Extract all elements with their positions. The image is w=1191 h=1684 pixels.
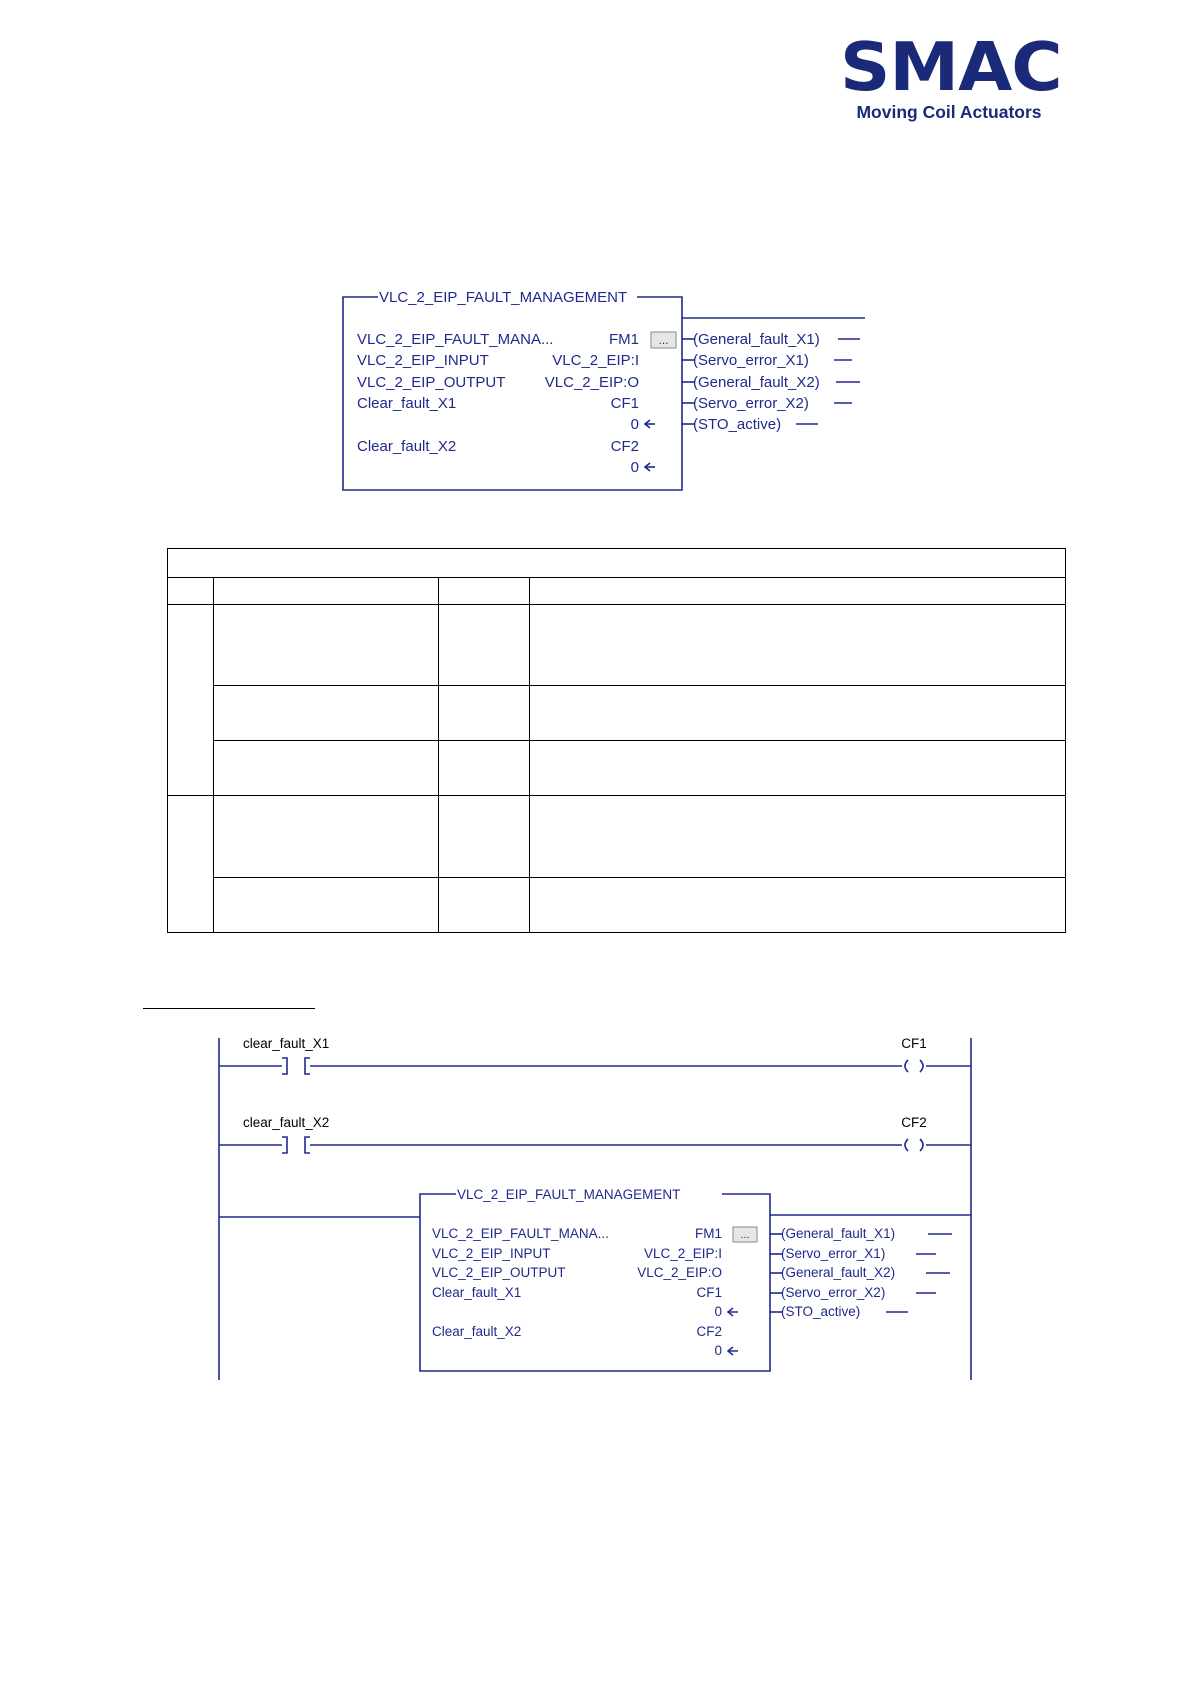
table-cell [214,741,439,796]
arrow-left-icon [645,463,655,471]
contact-label: clear_fault_X2 [243,1115,330,1130]
fb-param-subvalue: 0 [714,1343,722,1358]
fb-param-value: CF2 [696,1324,722,1339]
coil-label: CF2 [901,1115,927,1130]
fb-browse-button[interactable] [733,1227,757,1242]
browse-ellipsis: ... [658,333,669,347]
logo-word: SMAC [840,28,1062,106]
fb-param-value: CF1 [696,1285,722,1300]
fb-param-name: VLC_2_EIP_OUTPUT [357,374,506,391]
fb-output-coil: (General_fault_X1) [693,331,820,348]
fb-param-value: CF2 [610,438,639,455]
arrow-left-icon [645,420,655,428]
fb-param-subvalue: 0 [714,1304,722,1319]
fb-param-value: FM1 [695,1226,722,1241]
table-cell [530,796,1066,878]
table-header-cell [168,549,1066,578]
fb-output-coil: (General_fault_X1) [781,1226,896,1241]
section-heading-underline [143,1008,315,1009]
table-cell [168,796,214,933]
fb-param-name: Clear_fault_X2 [357,438,457,455]
fb-param-value: VLC_2_EIP:O [637,1265,722,1280]
table-cell [530,741,1066,796]
fb-title: VLC_2_EIP_FAULT_MANAGEMENT [379,289,628,306]
table-cell [439,796,530,878]
fb-param-name: VLC_2_EIP_OUTPUT [432,1265,566,1280]
logo-tagline: Moving Coil Actuators [856,102,1042,122]
fb-param-value: VLC_2_EIP:O [544,374,639,391]
fb-param-name: Clear_fault_X1 [357,395,457,412]
fb-output-coil: (Servo_error_X1) [693,352,809,369]
table-cell [168,605,214,796]
fb-param-name: VLC_2_EIP_INPUT [357,352,489,369]
fb-browse-button[interactable] [651,332,676,348]
table-cell [530,605,1066,686]
fb-output-coil: (Servo_error_X2) [781,1285,886,1300]
table-cell [214,686,439,741]
fb-param-name: Clear_fault_X1 [432,1285,522,1300]
fb-param-subvalue: 0 [630,416,639,433]
table-cell [214,796,439,878]
fb-param-value: VLC_2_EIP:I [552,352,639,369]
fb-title: VLC_2_EIP_FAULT_MANAGEMENT [457,1187,681,1202]
fb-output-coil: (General_fault_X2) [693,374,820,391]
fb-output-coil: (General_fault_X2) [781,1265,896,1280]
fb-param-subvalue: 0 [630,459,639,476]
table-cell [530,578,1066,605]
table-cell [214,878,439,933]
coil-label: CF1 [901,1036,927,1051]
fb-param-name: VLC_2_EIP_FAULT_MANA... [357,331,554,348]
fb-param-value: FM1 [609,331,639,348]
fb-output-coil: (Servo_error_X1) [781,1246,886,1261]
table-cell [439,578,530,605]
fb-param-name: Clear_fault_X2 [432,1324,522,1339]
table-cell [168,578,214,605]
function-block-figure [0,0,1191,520]
fb-param-value: VLC_2_EIP:I [643,1246,722,1261]
table-cell [214,578,439,605]
table-cell [439,878,530,933]
table-cell [214,605,439,686]
arrow-left-icon [728,1308,738,1316]
table-cell [439,741,530,796]
contact-label: clear_fault_X1 [243,1036,330,1051]
fb-output-coil: (STO_active) [781,1304,861,1319]
fb-param-name: VLC_2_EIP_INPUT [432,1246,551,1261]
arrow-left-icon [728,1347,738,1355]
fb-param-value: CF1 [610,395,639,412]
table-cell [530,686,1066,741]
table-cell [439,686,530,741]
fb-output-coil: (Servo_error_X2) [693,395,809,412]
ladder-diagram [0,1030,1191,1390]
fb-output-coil: (STO_active) [693,416,782,433]
parameter-table [167,548,1066,933]
table-cell [530,878,1066,933]
table-cell [439,605,530,686]
browse-ellipsis: ... [740,1229,750,1241]
fb-param-name: VLC_2_EIP_FAULT_MANA... [432,1226,609,1241]
